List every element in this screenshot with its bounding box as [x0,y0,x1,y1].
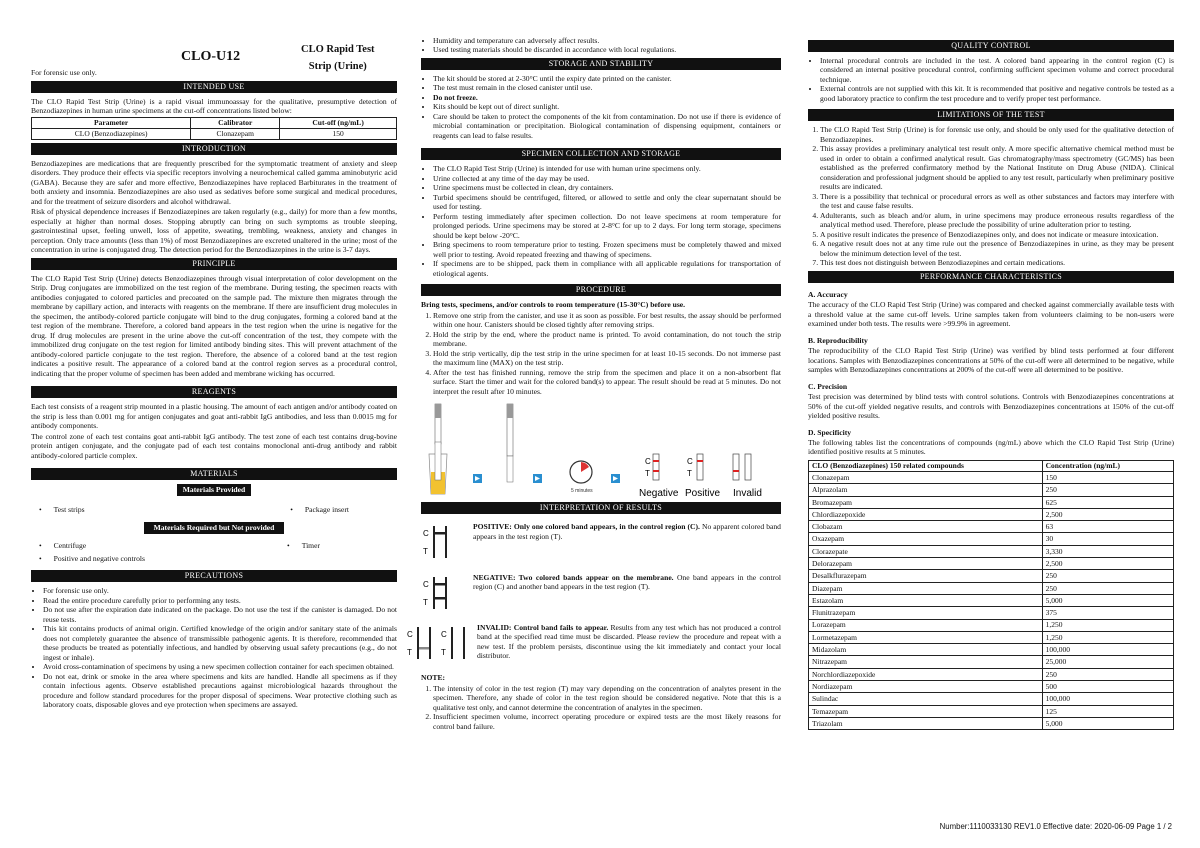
positive-strip [697,454,703,480]
intended-use-heading: INTENDED USE [31,81,397,93]
svg-text:T: T [423,597,428,607]
svg-text:Negative: Negative [639,488,679,499]
storage-list: • The kit should be stored at 2-30°C until the expiry date printed on the canister. • The test must remain in the closed canister until use. • Do not freeze. • Kits should be kept out of direct sunlight. • Care should be taken to protect the components of the kit from contamination. Do not use if there is evidence of microbial contamination or precipitation. Biological contamination of dispensing equipment, containers or reagents can lead to false results. [433,74,781,140]
svg-text:T: T [645,469,650,479]
procedure-illustration [421,402,781,498]
svg-text:T: T [423,547,428,557]
svg-text:C: C [687,457,693,467]
table-row: Sulindac 100,000 [809,693,1174,705]
svg-text:C: C [423,579,429,589]
procedure-lead: Bring tests, specimens, and/or controls to room temperature (15-30°C) before use. [421,300,686,310]
table-row: Clobazam 63 [809,521,1174,533]
table-row: Lorazepam 1,250 [809,619,1174,631]
svg-text:T: T [407,647,412,657]
table-row: Nitrazepam 25,000 [809,656,1174,668]
limitations-heading: LIMITATIONS OF THE TEST [808,109,1174,121]
principle-text: The CLO Rapid Test Strip (Urine) detects Benzodiazepines through visual interpretation of color development on the Strip. Drug conjugates are immobilized on the test region of the membrane. During testing, the specimen reacts with antibodies conjugated to colored particles and precoated on the sample pad. The mixture then migrates through the membrane by capillary action, and interacts with reagents on the membrane. If there are insufficient drug molecules in the specimen, the antibody-colored particle conjugate will bind to the drug conjugates, forming a colored band at the test region of the membrane. Therefore, a colored band appears in the test region when the urine is negative for the drug. If drug molecules are present in the urine above the cut-off concentration of the test, they compete with the immobilized drug conjugate on the test region for limited antibody binding sites. This will prevent attachment of the antibody-colored particle conjugate to the test region. Therefore, the absence of a colored band at the test region indicates a positive result. The appearance of a colored band at the control region serves as a procedural control, indicating that the proper volume of specimen has been added and membrane wicking has occurred. [31,273,397,378]
reproducibility-text: The reproducibility of the CLO Rapid Test Strip (Urine) was verified by blind tests performed at four different locations. Samples with Benzodiazepines concentrations at 50% of the cut-off were all determined to be negative, while samples with Benzodiazepines concentrations at 200% of the cut-off were all determined to be positive. [808,346,1174,375]
specimen-list: • The CLO Rapid Test Strip (Urine) is intended for use with human urine specimens only. • Urine collected at any time of the day may be used. • Urine specimens must be collected in clean, dry containers. • Turbid specimens should be centrifuged, filtered, or allowed to settle and only the clear supernatant should be used for testing. • Perform testing immediately after specimen collection. Do not leave specimens at room temperature for prolonged periods. Urine specimens may be stored at 2-8°C for up to 2 days. For long term storage, specimens should be kept below -20°C. • Bring specimens to room temperature prior to testing. Frozen specimens must be completely thawed and mixed well prior to testing. Avoid repeated freezing and thawing of specimens. • If specimens are to be shipped, pack them in compliance with all applicable regulations for transportation of etiological agents. [433,164,781,278]
svg-text:C: C [407,629,413,639]
note-heading: NOTE: [421,673,446,683]
svg-text:C: C [441,629,447,639]
reagents-p2: The control zone of each test contains goat anti-rabbit IgG antibody. The test zone of each test contains drug-bovine protein antigen conjugate, and the conjugate pad of each test contains monoclonal anti-drug antibody and rabbit antibody-colored particle complex. [31,431,397,460]
specimen-heading: SPECIMEN COLLECTION AND STORAGE [421,148,781,160]
table-row: Bromazepam 625 [809,496,1174,508]
materials-provided-heading: Materials Provided [177,484,251,495]
limitations-list: 1. The CLO Rapid Test Strip (Urine) is for forensic use only, and should be only used for the qualitative detection of Benzodiazepines. 2. This assay provides a preliminary analytical test result only. A more specific alternative chemical method must be used in order to obtain a confirmed analytical result. Gas chromatography/mass spectrometry (GC/MS) has been established as the preferred confirmatory method by the National Institute on Drug Abuse (NIDA). Clinical consideration and professional judgment should be applied to any test result, particularly when preliminary positive results are indicated. 3. There is a possibility that technical or procedural errors as well as other substances and factors may interfere with the test and cause false results. 4. Adulterants, such as bleach and/or alum, in urine specimens may produce erroneous results regardless of the analytical method used. Therefore, please preclude the possibility of urine adulteration prior to testing. 5. A positive result indicates the presence of Benzodiazepines only, and does not indicate or measure intoxication. 6. A negative result does not at any time rule out the presence of Benzodiazepines in urine, as they may be present below the minimum detection level of the test. 7. This test does not distinguish between Benzodiazepines and certain medications. [820,125,1174,267]
negative-strip [653,454,659,480]
specificity-heading: D. Specificity [808,427,852,437]
svg-text:C: C [645,457,651,467]
table-row: Triazolam 5,000 [809,717,1174,729]
reproducibility-heading: B. Reproducibility [808,335,868,345]
product-code: CLO-U12 [181,49,241,64]
materials-required-heading: Materials Required but Not provided [144,522,284,533]
svg-text:T: T [441,647,446,657]
storage-heading: STORAGE AND STABILITY [421,58,781,70]
specificity-table: CLO (Benzodiazepines) 150 related compounds Concentration (ng/mL) Clonazepam 150 Alprazolam 250 Bromazepam 625 Chlordiazepoxide 2,500 Clobazam 63 Oxazepam 30 Clorazepate 3,330 Delorazepam 2,500 Desalkflurazepam 250 Diazepam 250 Estazolam 5,000 Flunitrazepam 375 Lorazepam 1,250 Lormetazepam 1,250 Midazolam 100,000 Nitrazepam 25,000 Norchlordiazepoxide 250 Nordiazepam 500 Sulindac 100,000 Temazepam 125 Triazolam 5,000 [808,460,1174,730]
table-row: Alprazolam 250 [809,484,1174,496]
interpretation-heading: INTERPRETATION OF RESULTS [421,502,781,514]
footer: Number:1110033130 REV1.0 Effective date: 2020-06-09 Page 1 / 2 [939,822,1172,831]
invalid-result-icon [407,623,473,661]
table-row: Estazolam 5,000 [809,594,1174,606]
invalid-strip-2 [745,454,751,480]
table-row: Desalkflurazepam 250 [809,570,1174,582]
accuracy-text: The accuracy of the CLO Rapid Test Strip (Urine) was compared and checked against commercially available tests with a threshold value at the same cut-off levels. Urine samples taken from volunteers claiming to be non-users were examined under both tests. The results were >99.9% in agreement. [808,300,1174,329]
materials-required-list: • Centrifuge • Timer [31,537,397,554]
precautions-list-cont: • Humidity and temperature can adversely affect results. • Used testing materials should be discarded in accordance with local regulations. [433,36,781,55]
materials-heading: MATERIALS [31,468,397,480]
table-row: Flunitrazepam 375 [809,607,1174,619]
invalid-strip-1 [733,454,739,480]
invalid-result: C T C T INVALID: Control band fails to appear. Results from any test which has not produced a control band at the specified read time must be discarded. Please review the procedure and repeat with a new test. If the problem persists, discontinue using the kit immediately and contact your local distributor. [407,622,781,661]
cutoff-table: Parameter Calibrator Cut-off (ng/mL) CLO (Benzodiazepines) Clonazepam 150 [31,117,397,140]
reagents-heading: REAGENTS [31,386,397,398]
note-list: 1. The intensity of color in the test region (T) may vary depending on the concentration of analytes present in the specimen. Therefore, any shade of color in the test region should be considered negative. Note that this is a qualitative test only, and cannot determine the concentration of analytes in the specimen. 2. Insufficient specimen volume, incorrect operating procedure or expired tests are the most likely reasons for control band failure. [433,684,781,731]
table-row: Nordiazepam 500 [809,681,1174,693]
principle-heading: PRINCIPLE [31,258,397,270]
table-row: Oxazepam 30 [809,533,1174,545]
reagents-p1: Each test consists of a reagent strip mounted in a plastic housing. The amount of each antigen and/or antibody coated on the strip is less than 0.001 mg for antigen conjugates and goat anti-rabbit IgG antibodies, and less than 0.0015 mg for antibody components. [31,402,397,431]
table-row: Temazepam 125 [809,705,1174,717]
precautions-list: • For forensic use only. • Read the entire procedure carefully prior to performing any tests. • Do not use after the expiration date indicated on the package. Do not use the test if the canister is damaged. Do not reuse tests. • This kit contains products of animal origin. Certified knowledge of the origin and/or sanitary state of the animals does not completely guarantee the absence of transmissible pathogenic agents. It is therefore, recommended that these products be treated as potentially infectious, and handled by observing usual safety precautions (e.g., do not ingest or inhale). • Avoid cross-contamination of specimens by using a new specimen collection container for each specimen obtained. • Do not eat, drink or smoke in the area where specimens and kits are handled. Handle all specimens as if they contain infectious agents. Observe established precautions against microbiological hazards throughout the procedure and follow standard procedures for the proper disposal of specimens. Wear protective clothing such as laboratory coats, disposable gloves and eye protection when specimens are assayed. [43,586,397,709]
svg-text:C: C [423,529,429,539]
precautions-heading: PRECAUTIONS [31,570,397,582]
table-row: Lormetazepam 1,250 [809,631,1174,643]
column-left [31,38,397,710]
header [31,38,397,78]
table-row: Chlordiazepoxide 2,500 [809,508,1174,520]
precision-text: Test precision was determined by blind tests with control solutions. Controls with Benzodiazepines concentrations at 50% of the cut-off yielded negative results, and controls with Benzodiazepines concentrations at 150% of the cut-off yielded positive results. [808,392,1174,421]
table-row: Midazolam 100,000 [809,644,1174,656]
svg-text:Invalid: Invalid [733,488,762,499]
table-row: Diazepam 250 [809,582,1174,594]
procedure-steps: 1. Remove one strip from the canister, and use it as soon as possible. For best results, the assay should be performed within one hour. Canisters should be closed tightly after removing strips. 2. Hold the strip by the end, where the product name is printed. To avoid contamination, do not touch the strip membrane. 3. Hold the strip vertically, dip the test strip in the urine specimen for at least 10-15 seconds. Do not immerse past the maximum line (MAX) on the test strip. 4. After the test has finished running, remove the strip from the specimen and place it on a non-absorbent flat surface. Start the timer and wait for the colored band(s) to appear. The result should be read at 5 minutes. Do not interpret the result after 10 minutes. [433,311,781,396]
procedure-heading: PROCEDURE [421,284,781,296]
introduction-p1: Benzodiazepines are medications that are frequently prescribed for the symptomatic treatment of anxiety and sleep disorders. They produce their effects via specific receptors involving a neurochemical called gamma aminobutyric acid (GABA). Because they are safer and more effective, Benzodiazepines have replaced Barbiturates in the treatment of both anxiety and insomnia. Benzodiazepines are also used as sedatives before some surgical and medical procedures, and for the treatment of seizure disorders and alcohol withdrawal. [31,158,397,206]
introduction-heading: INTRODUCTION [31,143,397,155]
procedure-figure [421,402,781,499]
positive-result-icon [421,522,461,560]
materials-provided-list: • Test strips • Package insert [31,499,397,520]
specificity-text: The following tables list the concentrations of compounds (ng/mL) above which the CLO Rapid Test Strip (Urine) identified positive results at 5 minutes. [808,437,1174,457]
column-middle [407,36,781,731]
quality-heading: QUALITY CONTROL [808,40,1174,52]
forensic-note: For forensic use only. [31,68,97,77]
negative-result: C T NEGATIVE: Two colored bands appear on the membrane. One band appears in the control region (C) and another band appears in the test region (T). [421,573,781,613]
svg-text:5 minutes: 5 minutes [571,488,593,495]
positive-result: C T POSITIVE: Only one colored band appears, in the control region (C). No apparent colored band appears in the test region (T). [421,522,781,562]
negative-result-icon [421,573,461,611]
table-row: Delorazepam 2,500 [809,558,1174,570]
introduction-p2: Risk of physical dependence increases if Benzodiazepines are taken regularly (e.g., daily) for more than a few months, especially at higher than normal doses. Stopping abruptly can bring on such symptoms as trouble sleeping, gastrointestinal upset, feeling unwell, loss of appetite, sweating, trembling, weakness, anxiety and changes in perception. Only trace amounts (less than 1%) of most Benzodiazepines are excreted unaltered in the urine; most of the concentration in urine is conjugated drug. The detection period for the Benzodiazepines in the urine is 3-7 days. [31,207,397,255]
product-title: CLO Rapid Test Strip (Urine) [301,44,375,73]
precision-heading: C. Precision [808,381,848,391]
intended-use-text: The CLO Rapid Test Strip (Urine) is a rapid visual immunoassay for the qualitative, presumptive detection of Benzodiazepines in human urine specimens at the cut-off concentrations listed below: [31,97,397,116]
quality-list: • Internal procedural controls are included in the test. A colored band appearing in the control region (C) is considered an internal positive procedural control, confirming sufficient specimen volume and correct procedural technique. • External controls are not supplied with this kit. It is recommended that positive and negative controls be tested as a good laboratory practice to confirm the test procedure and to verify proper test performance. [820,56,1174,103]
performance-heading: PERFORMANCE CHARACTERISTICS [808,271,1174,283]
table-row: Clonazepam 150 [809,471,1174,483]
table-row: CLO (Benzodiazepines) Clonazepam 150 [32,128,397,139]
svg-text:Positive: Positive [685,488,721,499]
column-right [808,38,1174,730]
materials-required-list-2: • Positive and negative controls [31,554,397,567]
table-row: Norchlordiazepoxide 250 [809,668,1174,680]
accuracy-heading: A. Accuracy [808,289,848,299]
svg-text:T: T [687,469,692,479]
table-row: Clorazepate 3,330 [809,545,1174,557]
